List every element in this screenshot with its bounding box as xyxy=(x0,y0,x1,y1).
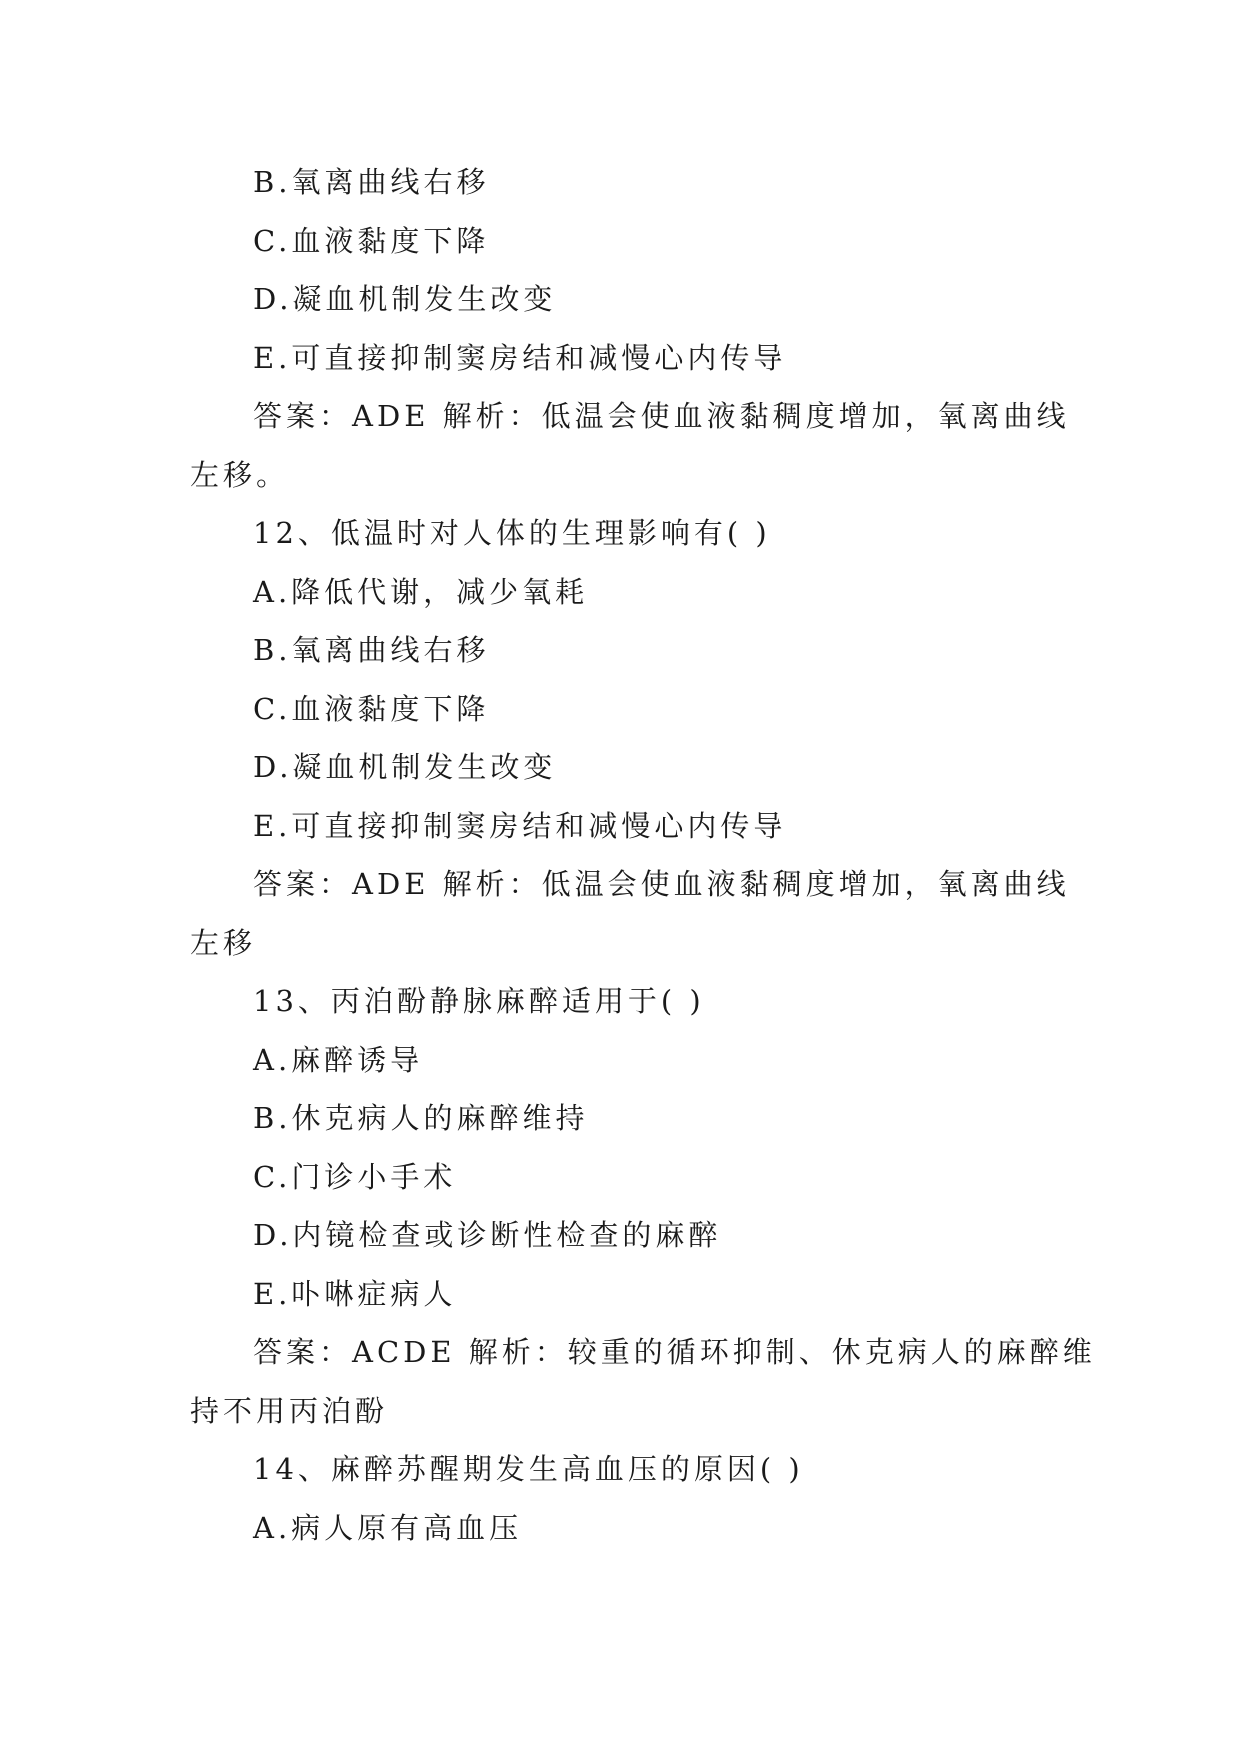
question-12-option-e: E.可直接抑制窦房结和减慢心内传导 xyxy=(253,808,787,843)
option-b-line: B.氧离曲线右移 xyxy=(253,165,490,199)
option-c-line: C.血液黏度下降 xyxy=(253,223,490,258)
question-12-answer: 答案：ADE 解析：低温会使血液黏稠度增加，氧离曲线 xyxy=(253,867,1070,901)
question-13-option-c: C.门诊小手术 xyxy=(253,1159,457,1194)
question-13-option-d: D.内镜检查或诊断性检查的麻醉 xyxy=(253,1218,722,1252)
question-13-answer: 答案：ACDE 解析：较重的循环抑制、休克病人的麻醉维 xyxy=(253,1335,1096,1369)
question-14-line: 14、麻醉苏醒期发生高血压的原因( ) xyxy=(253,1452,804,1486)
option-e-line: E.可直接抑制窦房结和减慢心内传导 xyxy=(253,340,787,375)
question-12-line: 12、低温时对人体的生理影响有( ) xyxy=(253,516,771,550)
question-12-option-b: B.氧离曲线右移 xyxy=(253,633,490,667)
question-13-option-b: B.休克病人的麻醉维持 xyxy=(253,1101,589,1135)
question-13-line: 13、丙泊酚静脉麻醉适用于( ) xyxy=(253,984,705,1018)
question-14-option-a: A.病人原有高血压 xyxy=(253,1510,523,1545)
question-12-option-d: D.凝血机制发生改变 xyxy=(253,750,557,784)
question-12-option-a: A.降低代谢，减少氧耗 xyxy=(253,574,589,609)
question-13-option-a: A.麻醉诱导 xyxy=(253,1042,424,1077)
document-body xyxy=(190,153,1096,1557)
answer-continuation-line: 左移。 xyxy=(190,457,290,492)
question-13-answer-continuation: 持不用丙泊酚 xyxy=(190,1393,389,1428)
question-12-option-c: C.血液黏度下降 xyxy=(253,691,490,726)
question-12-answer-continuation: 左移 xyxy=(190,925,257,960)
option-d-line: D.凝血机制发生改变 xyxy=(253,282,557,316)
question-13-option-e: E.卟啉症病人 xyxy=(253,1276,457,1311)
answer-line: 答案：ADE 解析：低温会使血液黏稠度增加，氧离曲线 xyxy=(253,399,1070,433)
